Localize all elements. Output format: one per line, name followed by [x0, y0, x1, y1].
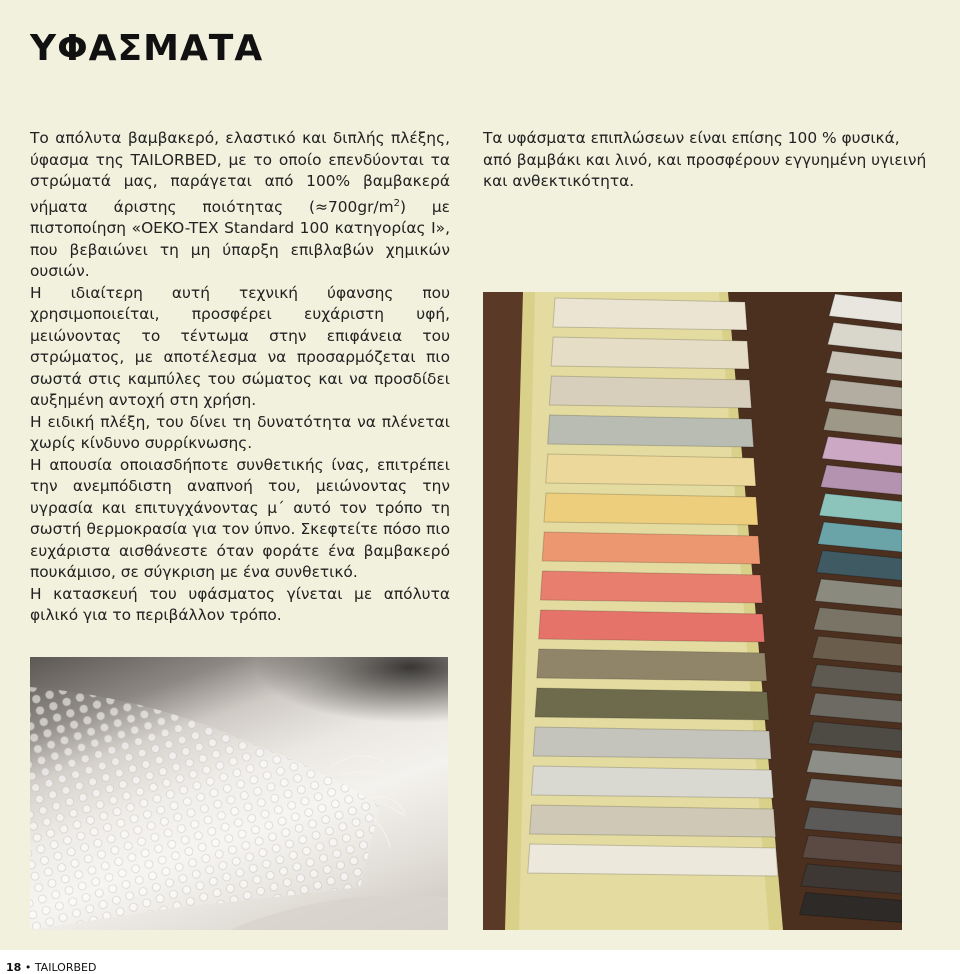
fabric-swatch [540, 571, 762, 603]
mattress-fabric-texture [30, 657, 448, 930]
fabric-swatch [539, 610, 765, 642]
swatch-book-illustration [483, 292, 902, 930]
paragraph-weaving-technique: Η ιδιαίτερη αυτή τεχνική ύφανσης που χρησιμοποιείται, προσφέρει ευχάριστη υφή, μειώνοντας το τέντωμα στην επιφάνεια του στρώματος, με αποτέλεσμα να προσαρμόζεται πιο σωστά στις καμπύλες του σώματος και να προσδίδει αυξημένη αντοχή στη χρήση. [30, 283, 450, 410]
fabric-swatch [544, 493, 758, 525]
fabric-swatch [551, 337, 749, 369]
fabric-swatch [531, 766, 773, 798]
paragraph-cotton-fabric-start: Το απόλυτα βαμβακερό, ελαστικό και διπλής πλέξης, ύφασμα της TAILORBED, με το οποίο επενδύονται τα στρώματά μας, παράγεται από 100% βαμβακερά νήματα άριστης ποιότητας (≈700gr/m [30, 129, 450, 216]
fabric-swatch [548, 415, 754, 447]
paragraph-cotton-fabric [30, 128, 450, 283]
footer-brand: TAILORBED [34, 961, 97, 974]
front-swatch-stack [528, 298, 778, 876]
mattress-fabric-text [30, 128, 450, 627]
fabric-swatch [542, 532, 760, 564]
paragraph-cotton-fabric-end: ) με πιστοποίηση «OEKO-TEX Standard 100 κατηγορίας Ι», που βεβαιώνει τη μη ύπαρξη επιβλαβών χημικών ουσιών. [30, 197, 450, 281]
page-footer [6, 961, 96, 974]
mattress-fabric-photo [30, 657, 448, 930]
fabric-swatch [553, 298, 747, 330]
paragraph-eco-friendly: Η κατασκευή του υφάσματος γίνεται με απόλυτα φιλικό για το περιβάλλον τρόπο. [30, 584, 450, 625]
paragraph-washable: Η ειδική πλέξη, του δίνει τη δυνατότητα να πλένεται χωρίς κίνδυνο συρρίκνωσης. [30, 412, 450, 453]
fabric-swatch [528, 844, 778, 876]
paragraph-breathability: Η απουσία οποιασδήποτε συνθετικής ίνας, επιτρέπει την ανεμπόδιστη αναπνοή του, μειώνοντας την υγρασία και επιτυγχάνοντας μ΄ αυτό τον τρόπο τη σωστή θερμοκρασία για τον ύπνο. Σκεφτείτε πόσο πιο ευχάριστα αισθάνεστε όταν φοράτε ένα βαμβακερό πουκάμισο, σε σύγκριση με ένα συνθετικό. [30, 455, 450, 582]
fabric-swatch [537, 649, 767, 681]
footer-bullet: • [24, 961, 32, 974]
paragraph-upholstery: Τα υφάσματα επιπλώσεων είναι επίσης 100 % φυσικά, από βαμβάκι και λινό, και προσφέρουν εγγυημένη υγιεινή και ανθεκτικότητα. [483, 129, 927, 190]
fabric-swatch [533, 727, 771, 759]
upholstery-fabric-text [483, 128, 933, 193]
page-number: 18 [6, 961, 22, 974]
fabric-swatch [549, 376, 751, 408]
page-title: ΥΦΑΣΜΑΤΑ [30, 28, 264, 69]
fabric-swatch [530, 805, 776, 837]
unit-superscript: 2 [393, 197, 400, 209]
fabric-swatch [535, 688, 769, 720]
fabric-swatch [546, 454, 756, 486]
upholstery-swatches-photo [483, 292, 902, 930]
